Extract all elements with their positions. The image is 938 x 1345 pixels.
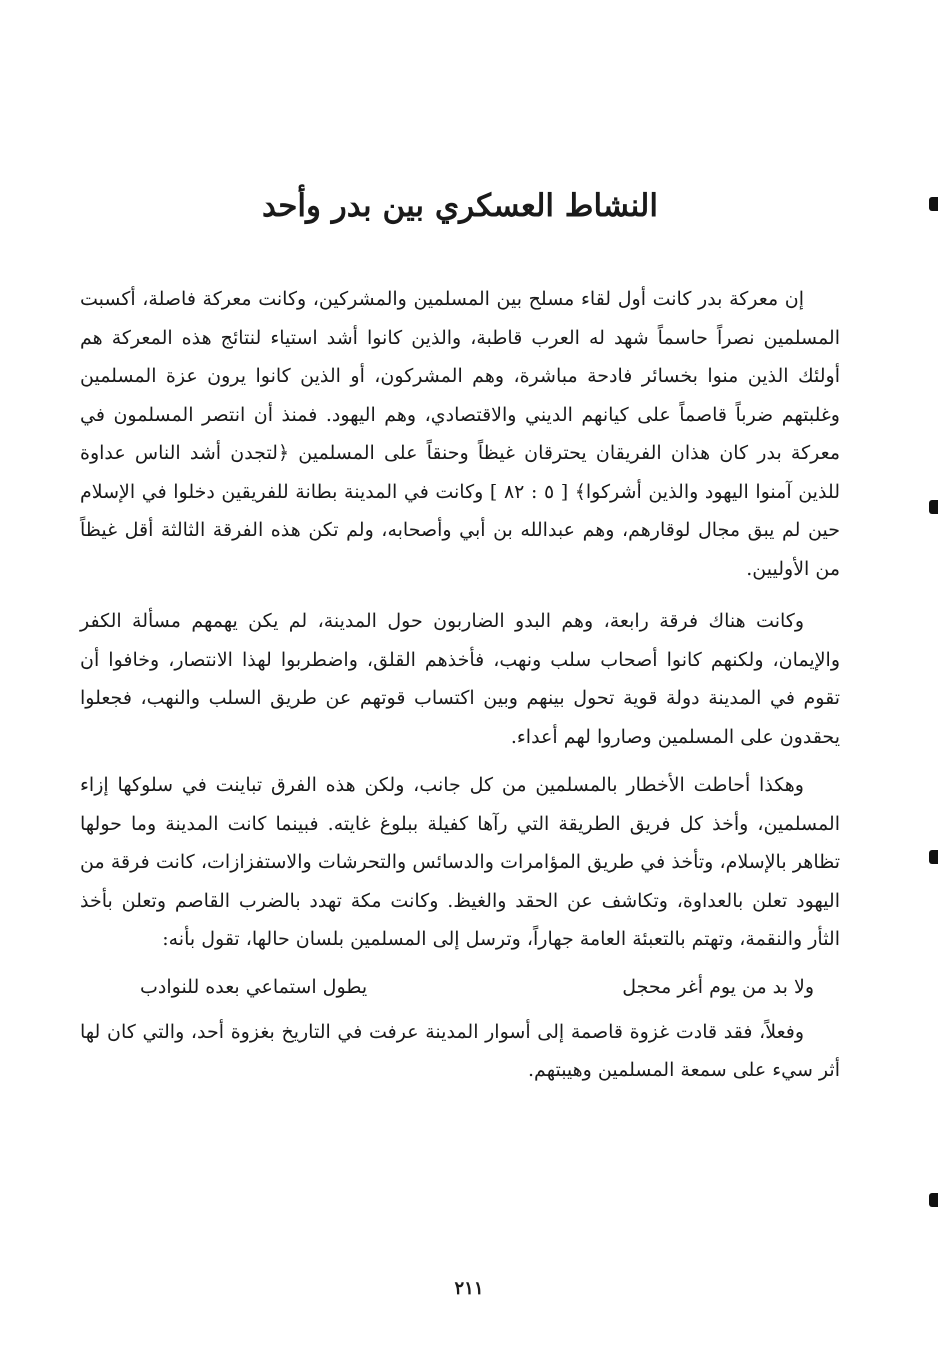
poem-verse (140, 967, 814, 1007)
page-title: النشاط العسكري بين بدر وأحد (262, 188, 658, 224)
scan-edge-mark (929, 197, 938, 211)
scan-edge-mark (929, 850, 938, 864)
paragraph: وكانت هناك فرقة رابعة، وهم البدو الضاربون حول المدينة، لم يكن يهمهم مسألة الكفر والإيمان، ولكنهم كانوا أصحاب سلب ونهب، فأخذهم القلق، واضطربوا لهذا الانتصار، وخافوا أن تقوم في المدينة دولة قوية تحول بينهم وبين اكتساب قوتهم عن طريق السلب والنهب، فجعلوا يحقدون على المسلمين وصاروا لهم أعداء. (80, 610, 840, 748)
scan-edge-mark (929, 500, 938, 514)
paragraph: وفعلاً، فقد قادت غزوة قاصمة إلى أسوار المدينة عرفت في التاريخ بغزوة أحد، والتي كان لها أثر سيء على سمعة المسلمين وهيبتهم. (80, 1020, 840, 1081)
paragraph: إن معركة بدر كانت أول لقاء مسلح بين المسلمين والمشركين، وكانت معركة فاصلة، أكسبت المسلمين نصراً حاسماً شهد له العرب قاطبة، والذين كانوا أشد استياء لنتائج هذه المعركة هم أولئك الذين منوا بخسائر فادحة مباشرة، وهم المشركون، أو الذين كانوا يرون عزة المسلمين وغلبتهم ضرباً قاصماً على كيانهم الديني والاقتصادي، وهم اليهود. فمنذ أن انتصر المسلمون في معركة بدر كان هذان الفريقان يحترقان غيظاً وحنقاً على المسلمين ﴿لتجدن أشد الناس عداوة للذين آمنوا اليهود والذين أشركوا﴾ [ ٥ : ٨٢ ] وكانت في المدينة بطانة للفريقين دخلوا في الإسلام حين لم يبق مجال لوقارهم، وهم عبدالله بن أبي وأصحابه، ولم تكن هذه الفرقة الثالثة أقل غيظاً من الأوليين. (80, 288, 840, 580)
verse-second-hemistich: يطول استماعي بعده للنوادب (140, 975, 368, 998)
paragraph: وهكذا أحاطت الأخطار بالمسلمين من كل جانب، ولكن هذه الفرق تباينت في سلوكها إزاء المسلمين، وأخذ كل فريق الطريقة التي رآها كفيلة ببلوغ غايته. فبينما كانت المدينة وما حولها تظاهر بالإسلام، وتأخذ في طريق المؤامرات والدسائس والتحرشات والاستفزازات، كانت فرقة من اليهود تعلن بالعداوة، وتكاشف عن الحقد والغيظ. وكانت مكة تهدد بالضرب القاصم وتعلن بأخذ الثأر والنقمة، وتهتم بالتعبئة العامة جهاراً، وترسل إلى المسلمين بلسان حالها، تقول بأنه: (80, 774, 840, 950)
scan-edge-mark (929, 1193, 938, 1207)
verse-first-hemistich: ولا بد من يوم أغر محجل (622, 975, 814, 998)
body-text (80, 280, 840, 1089)
page-number: ٢١١ (454, 1278, 484, 1299)
